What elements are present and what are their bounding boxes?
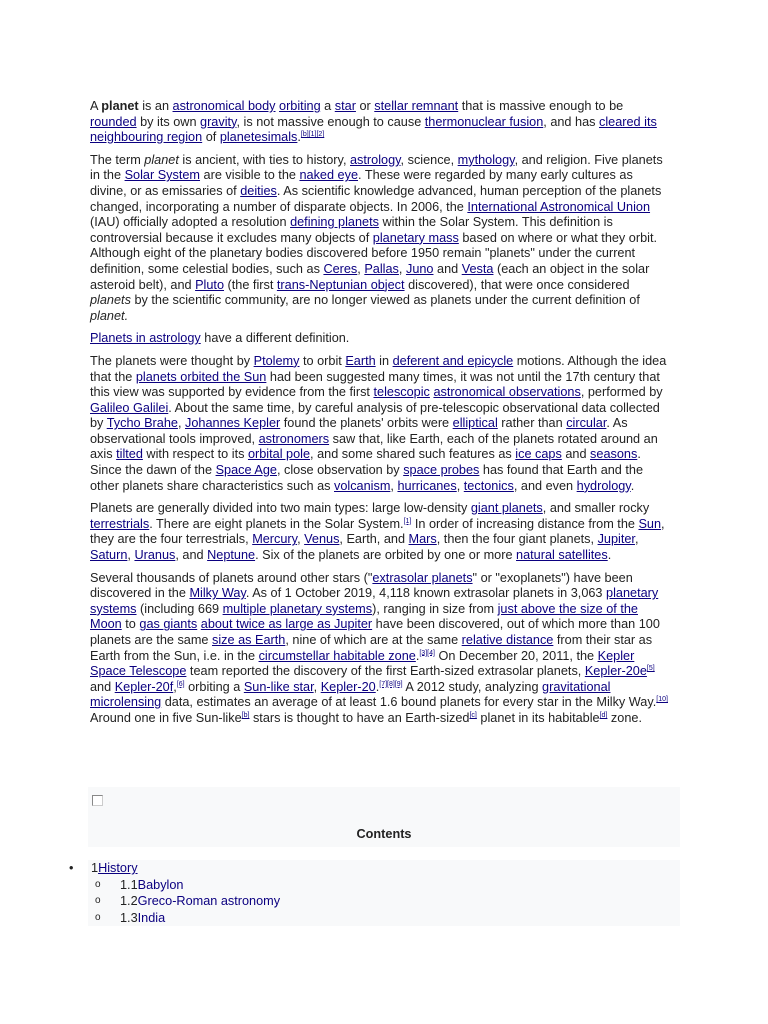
sub-bullet-icon: o: [95, 878, 101, 890]
body-text: in: [375, 353, 393, 368]
article-link[interactable]: Venus: [304, 532, 340, 547]
article-link[interactable]: astronomical body: [172, 99, 276, 113]
toc-item-greco-roman[interactable]: o 1.2Greco-Roman astronomy: [88, 893, 680, 910]
article-link[interactable]: trans-Neptunian object: [276, 277, 405, 292]
body-text: ,: [357, 261, 365, 276]
article-link[interactable]: ice caps: [515, 447, 562, 462]
article-link[interactable]: hydrology: [576, 478, 631, 493]
article-link[interactable]: Ptolemy: [253, 353, 300, 368]
citation-link-text[interactable]: [1]: [403, 517, 412, 525]
article-link[interactable]: about twice as large as Jupiter: [200, 617, 373, 632]
body-text: with respect to its: [142, 447, 248, 462]
body-text: . As observational tools improved,: [90, 416, 628, 446]
body-text: orbiting a: [184, 679, 244, 694]
paragraph-astrology: [90, 331, 672, 347]
article-link[interactable]: Galileo Galilei: [90, 400, 169, 415]
body-text: or: [355, 99, 375, 113]
body-text: .: [375, 679, 380, 694]
body-text: , and: [175, 548, 208, 563]
toc-item-babylon[interactable]: o 1.1Babylon: [88, 877, 680, 894]
body-text: ,: [127, 548, 135, 563]
article-link[interactable]: planetary mass: [372, 230, 459, 245]
article-link[interactable]: orbital pole: [247, 447, 311, 462]
body-text: motions. Although the idea that the: [90, 353, 667, 384]
citation-link[interactable]: [656, 696, 668, 703]
citation-link[interactable]: [469, 712, 476, 719]
article-link[interactable]: hurricanes: [397, 478, 457, 493]
italic-term: planet: [144, 152, 179, 167]
article-link[interactable]: multiple planetary systems: [222, 601, 373, 616]
article-body: [90, 99, 672, 734]
article-link[interactable]: Saturn: [90, 548, 128, 563]
article-link[interactable]: gravitational microlensing: [90, 679, 611, 710]
body-text: saw that, like Earth, each of the planets rotated around an axis: [90, 431, 658, 462]
body-text: . These were regarded by many early cultures as divine, or as emissaries of: [90, 168, 633, 198]
article-link[interactable]: Solar System: [124, 168, 201, 183]
body-text: a: [320, 99, 335, 113]
bold-term: planet: [101, 99, 139, 113]
body-text: data, estimates an average of at least 1.6 bound planets for every star in the Milky Way.: [161, 695, 657, 710]
toc-list: [69, 860, 680, 926]
body-text: ,: [313, 679, 321, 694]
citation-link-text[interactable]: [3][4]: [419, 649, 435, 657]
article-link[interactable]: deities: [240, 183, 277, 198]
article-link[interactable]: Mars: [408, 532, 437, 547]
italic-term: planets: [90, 293, 131, 308]
article-link[interactable]: mythology: [457, 152, 515, 167]
article-link[interactable]: Sun: [638, 516, 662, 531]
article-link[interactable]: astrology: [350, 152, 401, 167]
body-text: ,: [177, 416, 185, 431]
article-link[interactable]: Kepler Space Telescope: [90, 648, 635, 679]
body-text: The term: [90, 152, 145, 167]
article-link[interactable]: Johannes Kepler: [185, 416, 281, 431]
article-link[interactable]: telescopic: [373, 385, 430, 400]
article-link[interactable]: circumstellar habitable zone: [258, 648, 416, 663]
article-link[interactable]: defining planets: [290, 215, 379, 230]
article-link[interactable]: International Astronomical Union: [467, 199, 651, 214]
body-text: that is massive enough to be: [458, 99, 624, 113]
article-link[interactable]: elliptical: [452, 416, 498, 431]
article-link[interactable]: just above the size of the Moon: [90, 601, 638, 632]
body-text: , close observation by: [276, 463, 404, 478]
article-link[interactable]: relative distance: [461, 633, 554, 647]
citation-link[interactable]: [301, 131, 324, 138]
body-text: , nine of which are at the same: [285, 633, 462, 647]
article-link[interactable]: giant planets: [470, 501, 543, 516]
sub-bullet-icon: o: [95, 895, 101, 906]
body-text: , and some shared such features as: [310, 447, 516, 462]
body-text: stars is thought to have an Earth-sized: [249, 710, 470, 725]
article-link[interactable]: Juno: [405, 261, 434, 276]
body-text: . Six of the planets are orbited by one or more: [255, 548, 517, 563]
body-text: .: [607, 548, 612, 563]
body-text: . About the same time, by careful analysis of pre-telescopic observational data collected by: [90, 400, 660, 431]
citation-link[interactable]: [647, 665, 655, 672]
article-link[interactable]: volcanism: [334, 478, 391, 493]
article-link[interactable]: Tycho Brahe: [106, 416, 178, 431]
article-link[interactable]: thermonuclear fusion: [424, 114, 544, 129]
body-text: based on where or what they orbit. Although eight of the planetary bodies discovered before 1950 remain "planets" under the current definition, some celestial bodies, such as: [90, 230, 658, 276]
body-text: ,: [456, 478, 464, 493]
body-text: ,: [390, 478, 398, 493]
body-text: within the Solar System. This definition is controversial because it excludes many objects of: [90, 215, 613, 245]
body-text: rather than: [497, 416, 567, 431]
body-text: is ancient, with ties to history,: [178, 152, 350, 167]
article-link[interactable]: Vesta: [461, 261, 494, 276]
body-text: have a different definition.: [200, 331, 350, 346]
italic-term: planet.: [90, 308, 129, 323]
body-text: (IAU) officially adopted a resolution: [90, 215, 291, 230]
body-text: to: [121, 617, 140, 632]
body-text: , they are the four terrestrials,: [90, 516, 665, 547]
body-text: ), ranging in size from: [372, 601, 498, 616]
article-link[interactable]: Kepler-20f: [114, 679, 174, 694]
article-link[interactable]: cleared its neighbouring region: [90, 114, 657, 145]
citation-link-text[interactable]: [d]: [599, 711, 608, 719]
article-link[interactable]: deferent and epicycle: [392, 353, 514, 368]
body-text: . Since the dawn of the: [90, 447, 641, 478]
article-link[interactable]: terrestrials: [90, 516, 150, 531]
body-text: of: [202, 130, 220, 145]
article-link[interactable]: orbiting: [279, 99, 321, 113]
body-text: ,: [634, 532, 639, 547]
article-link[interactable]: circular: [566, 416, 607, 431]
body-text: by the scientific community, are no longer viewed as planets under the current definition of: [130, 293, 640, 308]
article-link[interactable]: tectonics: [463, 478, 514, 493]
body-text: A 2012 study, analyzing: [402, 679, 543, 694]
body-text: discovered), that were once considered: [404, 277, 630, 292]
body-text: . There are eight planets in the Solar System.: [149, 516, 404, 531]
paragraph-exoplanets: [90, 571, 672, 727]
article-link[interactable]: Pallas: [364, 261, 399, 276]
body-text: ,: [398, 261, 406, 276]
body-text: planet in its habitable: [476, 710, 600, 725]
body-text: In order of increasing distance from the: [411, 516, 639, 531]
citation-link-text[interactable]: [c]: [469, 711, 477, 719]
article-link[interactable]: gravity: [200, 114, 237, 129]
body-text: to orbit: [299, 353, 346, 368]
body-text: zone.: [607, 710, 642, 725]
body-text: On December 20, 2011, the: [434, 648, 598, 663]
body-text: A: [90, 99, 102, 113]
citation-link-text[interactable]: [b][1][2]: [300, 130, 325, 138]
article-link[interactable]: Kepler-20e: [584, 664, 647, 679]
body-text: , and even: [513, 478, 577, 493]
body-text: had been suggested many times, it was not until the 17th century that this view was supported by evidence from the first: [90, 369, 660, 400]
article-link[interactable]: Mercury: [252, 532, 298, 547]
article-link[interactable]: natural satellites: [516, 548, 608, 563]
toc-item-history[interactable]: • 1History: [88, 860, 680, 877]
article-link[interactable]: astronomers: [258, 431, 330, 446]
article-link[interactable]: planets orbited the Sun: [135, 369, 267, 384]
toc-header: [88, 787, 680, 847]
citation-link-text[interactable]: [6]: [176, 680, 185, 688]
toc-link-greco-roman[interactable]: Greco-Roman astronomy: [137, 894, 281, 908]
article-link[interactable]: Earth: [345, 353, 376, 368]
body-text: has found that Earth and the other planets share characteristics such as: [90, 463, 644, 493]
toc-link-india[interactable]: India: [137, 910, 166, 925]
body-text: , and has: [543, 114, 599, 129]
article-link[interactable]: seasons: [590, 447, 638, 462]
body-text: . As scientific knowledge advanced, human perception of the planets changed, incorporating a number of disparate objects. In 2006, the: [90, 183, 662, 214]
toc-title: Contents: [356, 827, 412, 841]
body-text: and: [433, 261, 462, 276]
body-text: .: [630, 478, 635, 493]
citation-link-text[interactable]: [7][8][9]: [379, 680, 403, 688]
body-text: ,: [173, 679, 177, 694]
body-text: Planets are generally divided into two main types: large low-density: [90, 501, 471, 516]
article-link[interactable]: star: [334, 99, 356, 113]
article-link[interactable]: Planets in astrology: [90, 331, 201, 346]
citation-link[interactable]: [177, 681, 185, 688]
body-text: (each an object in the solar asteroid belt), and: [90, 261, 650, 292]
citation-link-text[interactable]: [b]: [241, 711, 250, 719]
article-link[interactable]: extrasolar planets: [372, 570, 473, 585]
body-text: Around one in five Sun-like: [90, 710, 242, 725]
article-link[interactable]: Milky Way: [189, 586, 246, 601]
toc-link-history[interactable]: History: [98, 861, 138, 875]
body-text: from their star as Earth from the Sun, i.e. in the: [90, 633, 653, 663]
toc-link-babylon[interactable]: Babylon: [137, 877, 184, 892]
body-text: have been discovered, out of which more than 100 planets are the same: [90, 617, 660, 647]
article-link[interactable]: rounded: [90, 114, 137, 129]
body-text: , performed by: [580, 385, 663, 400]
body-text: , Earth, and: [339, 532, 409, 547]
body-text: is an: [138, 99, 173, 113]
article-link[interactable]: Neptune: [207, 548, 256, 563]
body-text: ,: [297, 532, 305, 547]
article-link[interactable]: Uranus: [134, 548, 176, 563]
article-link[interactable]: Sun-like star: [243, 679, 314, 694]
citation-link-text[interactable]: [5]: [646, 664, 655, 672]
article-link[interactable]: stellar remnant: [374, 99, 459, 113]
body-text: .: [297, 130, 301, 145]
paragraph-intro: [90, 99, 672, 146]
article-link[interactable]: Space Age: [215, 463, 277, 478]
citation-link-text[interactable]: [10]: [656, 696, 668, 704]
body-text: The planets were thought by: [90, 353, 254, 368]
article-link[interactable]: Jupiter: [597, 532, 635, 547]
body-text: , science,: [400, 152, 458, 167]
article-link[interactable]: naked eye: [299, 168, 359, 183]
body-text: " or "exoplanets") have been discovered in the: [90, 570, 633, 601]
article-link[interactable]: planetary systems: [90, 586, 659, 616]
article-link[interactable]: size as Earth: [212, 633, 286, 647]
body-text: , is not massive enough to cause: [236, 114, 425, 129]
article-link[interactable]: tilted: [116, 447, 143, 462]
article-link[interactable]: space probes: [403, 463, 480, 478]
paragraph-orbits: [90, 354, 672, 494]
sub-bullet-icon: o: [95, 911, 101, 923]
body-text: . As of 1 October 2019, 4,118 known extrasolar planets in 3,063: [245, 586, 607, 601]
body-text: .: [415, 648, 420, 663]
article-link[interactable]: planetesimals: [219, 130, 298, 145]
body-text: (including 669: [136, 601, 223, 616]
body-text: by its own: [136, 114, 201, 129]
article-link[interactable]: gas giants: [139, 617, 198, 632]
toc-item-india[interactable]: o 1.3India: [88, 910, 680, 927]
bullet-icon: •: [69, 861, 74, 875]
body-text: (the first: [224, 277, 277, 292]
body-text: , and religion. Five planets in the: [90, 152, 663, 183]
body-text: and: [90, 679, 115, 694]
paragraph-types: [90, 501, 672, 563]
body-text: are visible to the: [200, 168, 300, 183]
citation-link[interactable]: [419, 649, 435, 656]
body-text: team reported the discovery of the first Earth-sized extrasolar planets,: [186, 664, 585, 679]
citation-link[interactable]: [379, 681, 402, 688]
body-text: , then the four giant planets,: [436, 532, 598, 547]
toc-toggle-checkbox[interactable]: [92, 795, 103, 806]
body-text: , and smaller rocky: [542, 501, 650, 516]
article-link[interactable]: astronomical observations: [433, 385, 581, 400]
body-text: Several thousands of planets around other stars (": [90, 570, 373, 585]
article-link[interactable]: Ceres: [323, 261, 358, 276]
body-text: found the planets' orbits were: [280, 416, 453, 431]
body-text: and: [561, 447, 591, 462]
article-link[interactable]: Kepler-20: [320, 679, 376, 694]
article-link[interactable]: Pluto: [195, 277, 225, 292]
paragraph-history: [90, 153, 672, 325]
